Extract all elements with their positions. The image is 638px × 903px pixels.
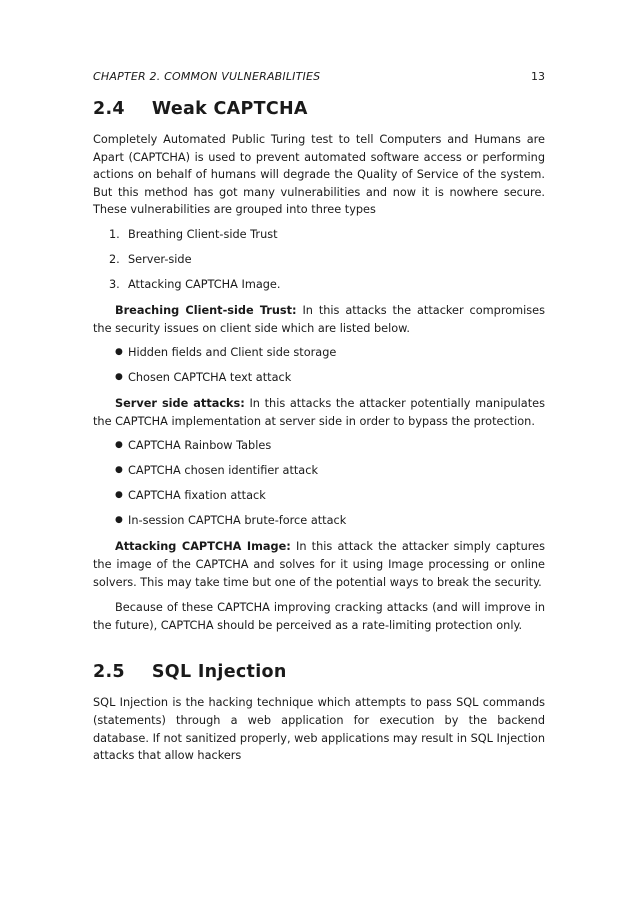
list-item: ● Hidden fields and Client side storage bbox=[115, 346, 337, 360]
section-number: 2.4 bbox=[93, 99, 125, 119]
bullet-icon: ● bbox=[115, 347, 123, 358]
sql-injection-paragraph: SQL Injection is the hacking technique which attempts to pass SQL commands (statements) through a web application for execution by the backend database. If not sanitized properly, web applications may result in SQL Injection attacks that allow hackers bbox=[93, 696, 545, 763]
list-item: ● CAPTCHA fixation attack bbox=[115, 489, 266, 503]
section-number: 2.5 bbox=[93, 662, 125, 683]
bullet-icon: ● bbox=[115, 490, 123, 501]
page-body bbox=[93, 97, 545, 765]
captcha-intro-paragraph: Completely Automated Public Turing test to tell Computers and Humans are Apart (CAPTCHA) is used to prevent automated software access or performing actions on behalf of humans will degrade the Quality of Service of the system. But this method has got many vulnerabilities and now it is nowhere secure. These vulnerabilities are grouped into three types bbox=[93, 133, 545, 217]
list-item: ● In-session CAPTCHA brute-force attack bbox=[115, 514, 347, 528]
client-side-list bbox=[93, 345, 545, 385]
bullet-icon: ● bbox=[115, 465, 123, 476]
list-item: ● CAPTCHA Rainbow Tables bbox=[115, 439, 272, 453]
running-header bbox=[93, 70, 545, 84]
section-title: Weak CAPTCHA bbox=[151, 99, 308, 119]
client-side-paragraph: Breaching Client-side Trust: In this attacks the attacker compromises the security issues on client side which are listed below. bbox=[93, 303, 545, 335]
section-heading-2-5 bbox=[93, 660, 545, 684]
page-number: 13 bbox=[531, 70, 545, 83]
server-side-paragraph: Server side attacks: In this attacks the attacker potentially manipulates the CAPTCHA implementation at server side in order to bypass the protection. bbox=[93, 397, 545, 428]
list-item: ● Chosen CAPTCHA text attack bbox=[115, 371, 292, 385]
list-item: ● CAPTCHA chosen identifier attack bbox=[115, 464, 318, 478]
image-attack-heading: Attacking CAPTCHA Image: bbox=[115, 540, 291, 554]
vulnerability-types-list bbox=[93, 227, 545, 292]
captcha-conclusion-paragraph: Because of these CAPTCHA improving cracking attacks (and will improve in the future), CAPTCHA should be perceived as a rate-limiting protection only. bbox=[93, 601, 545, 632]
chapter-title: CHAPTER 2. COMMON VULNERABILITIES bbox=[93, 70, 321, 83]
server-side-list bbox=[93, 438, 545, 528]
list-item: 3. Attacking CAPTCHA Image. bbox=[109, 277, 281, 291]
list-item: 1. Breathing Client-side Trust bbox=[109, 227, 278, 241]
server-side-heading: Server side attacks: bbox=[115, 397, 245, 411]
image-attack-paragraph: Attacking CAPTCHA Image: In this attack the attacker simply captures the image of the CAPTCHA and solves for it using Image processing or online solvers. This may take time but one of the potential ways to break the security. bbox=[93, 540, 545, 589]
bullet-icon: ● bbox=[115, 515, 123, 526]
bullet-icon: ● bbox=[115, 440, 123, 451]
client-side-heading: Breaching Client-side Trust: bbox=[115, 303, 297, 317]
list-item: 2. Server-side bbox=[109, 252, 192, 266]
section-title: SQL Injection bbox=[151, 662, 287, 683]
section-heading-2-4 bbox=[93, 97, 545, 121]
bullet-icon: ● bbox=[115, 372, 123, 383]
